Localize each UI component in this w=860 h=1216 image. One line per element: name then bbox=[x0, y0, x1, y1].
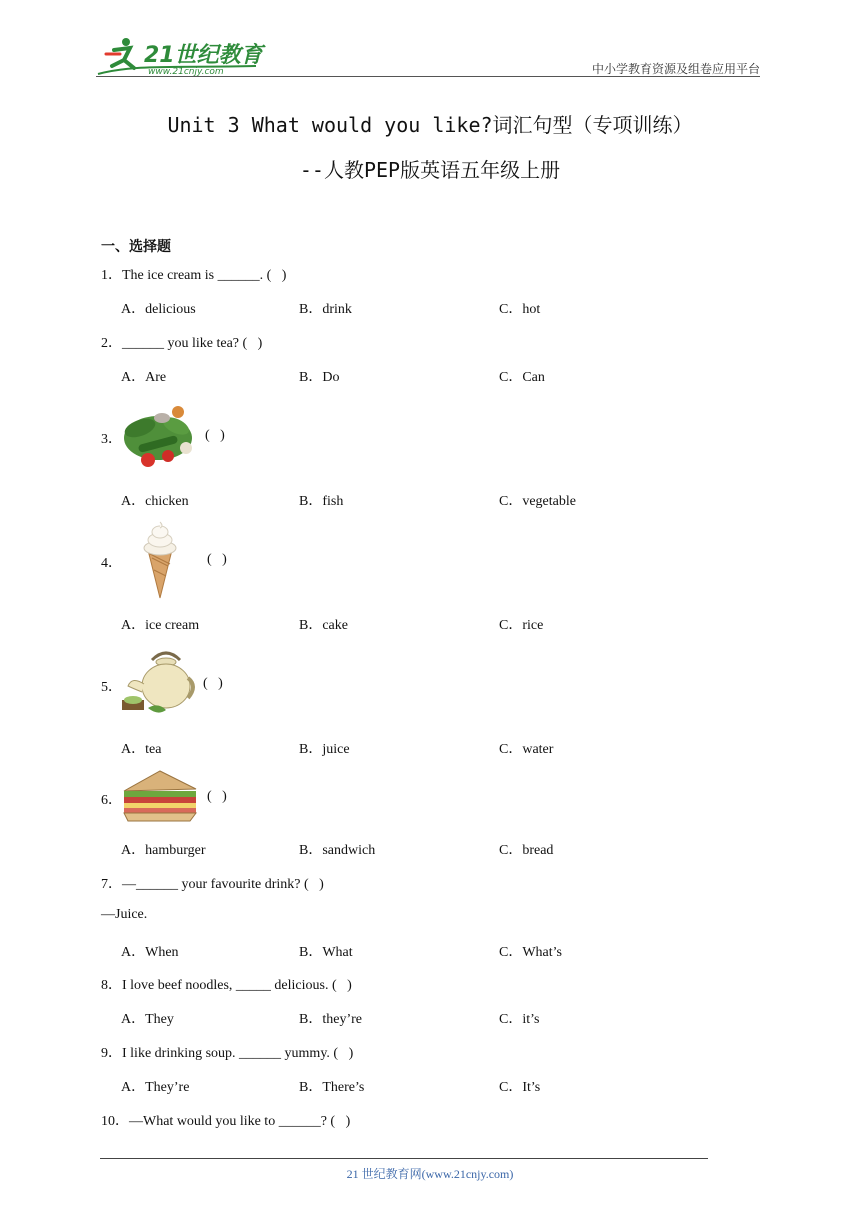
q5-option-a[interactable]: A．tea bbox=[121, 742, 162, 757]
svg-text:21世纪教育: 21世纪教育 bbox=[144, 43, 263, 68]
q5-option-b[interactable]: B．juice bbox=[299, 742, 350, 757]
header-divider bbox=[96, 76, 760, 77]
page-title: Unit 3 What would you like?词汇句型（专项训练） bbox=[167, 113, 693, 137]
question-text: ______ you like tea? ( ) bbox=[122, 336, 263, 351]
question-7 bbox=[101, 873, 324, 893]
q6-answer-parens: ( ) bbox=[207, 789, 227, 804]
question-2 bbox=[101, 332, 262, 352]
question-9 bbox=[101, 1042, 353, 1062]
footer-divider bbox=[100, 1158, 708, 1159]
question-number: 8． bbox=[101, 978, 122, 993]
question-8 bbox=[101, 974, 352, 994]
question-number: 10． bbox=[101, 1114, 129, 1129]
q2-option-c[interactable]: C．Can bbox=[499, 370, 545, 385]
q1-option-b[interactable]: B．drink bbox=[299, 302, 352, 317]
teapot-picture bbox=[118, 646, 200, 718]
question-1 bbox=[101, 264, 286, 284]
question-10 bbox=[101, 1110, 350, 1130]
q9-option-a[interactable]: A．They’re bbox=[121, 1080, 190, 1095]
q5-number: 5． bbox=[101, 680, 122, 695]
q6-option-b[interactable]: B．sandwich bbox=[299, 843, 376, 858]
q8-option-c[interactable]: C．it’s bbox=[499, 1012, 540, 1027]
header-platform-text: 中小学教育资源及组卷应用平台 bbox=[591, 62, 760, 76]
question-number: 7． bbox=[101, 877, 122, 892]
question-text: I love beef noodles, _____ delicious. ( ) bbox=[122, 978, 352, 993]
q9-option-b[interactable]: B．There’s bbox=[299, 1080, 365, 1095]
vegetables-picture bbox=[118, 398, 202, 472]
q7-option-c[interactable]: C．What’s bbox=[499, 945, 562, 960]
q7-response-line: —Juice. bbox=[101, 907, 148, 922]
q6-option-a[interactable]: A．hamburger bbox=[121, 843, 206, 858]
question-text: The ice cream is ______. ( ) bbox=[122, 268, 287, 283]
section-heading: 一、选择题 bbox=[101, 239, 171, 255]
q4-option-a[interactable]: A．ice cream bbox=[121, 618, 200, 633]
q8-option-a[interactable]: A．They bbox=[121, 1012, 174, 1027]
q7-option-b[interactable]: B．What bbox=[299, 945, 353, 960]
question-text: —______ your favourite drink? ( ) bbox=[122, 877, 324, 892]
q4-answer-parens: ( ) bbox=[207, 552, 227, 567]
ice-cream-cone-picture bbox=[140, 520, 180, 600]
q1-option-a[interactable]: A．delicious bbox=[121, 302, 196, 317]
footer-text[interactable]: 21 世纪教育网(www.21cnjy.com) bbox=[346, 1167, 514, 1181]
question-number: 2． bbox=[101, 336, 122, 351]
q7-option-a[interactable]: A．When bbox=[121, 945, 179, 960]
question-text: I like drinking soup. ______ yummy. ( ) bbox=[122, 1046, 354, 1061]
q6-option-c[interactable]: C．bread bbox=[499, 843, 554, 858]
q8-option-b[interactable]: B．they’re bbox=[299, 1012, 362, 1027]
q3-option-a[interactable]: A．chicken bbox=[121, 494, 189, 509]
q4-option-b[interactable]: B．cake bbox=[299, 618, 348, 633]
question-number: 1． bbox=[101, 268, 122, 283]
svg-text:www.21cnjy.com: www.21cnjy.com bbox=[148, 67, 224, 77]
q2-option-b[interactable]: B．Do bbox=[299, 370, 340, 385]
q3-option-b[interactable]: B．fish bbox=[299, 494, 344, 509]
q3-answer-parens: ( ) bbox=[205, 428, 225, 443]
q2-option-a[interactable]: A．Are bbox=[121, 370, 167, 385]
sandwich-picture bbox=[120, 767, 200, 825]
q4-option-c[interactable]: C．rice bbox=[499, 618, 544, 633]
site-logo bbox=[96, 34, 266, 78]
page-subtitle: --人教PEP版英语五年级上册 bbox=[299, 158, 561, 182]
q6-number: 6． bbox=[101, 793, 122, 808]
q1-option-c[interactable]: C．hot bbox=[499, 302, 541, 317]
q9-option-c[interactable]: C．It’s bbox=[499, 1080, 541, 1095]
q3-number: 3． bbox=[101, 432, 122, 447]
question-number: 9． bbox=[101, 1046, 122, 1061]
q3-option-c[interactable]: C．vegetable bbox=[499, 494, 576, 509]
question-text: —What would you like to ______? ( ) bbox=[129, 1114, 351, 1129]
q4-number: 4． bbox=[101, 556, 122, 571]
q5-answer-parens: ( ) bbox=[203, 676, 223, 691]
q5-option-c[interactable]: C．water bbox=[499, 742, 554, 757]
